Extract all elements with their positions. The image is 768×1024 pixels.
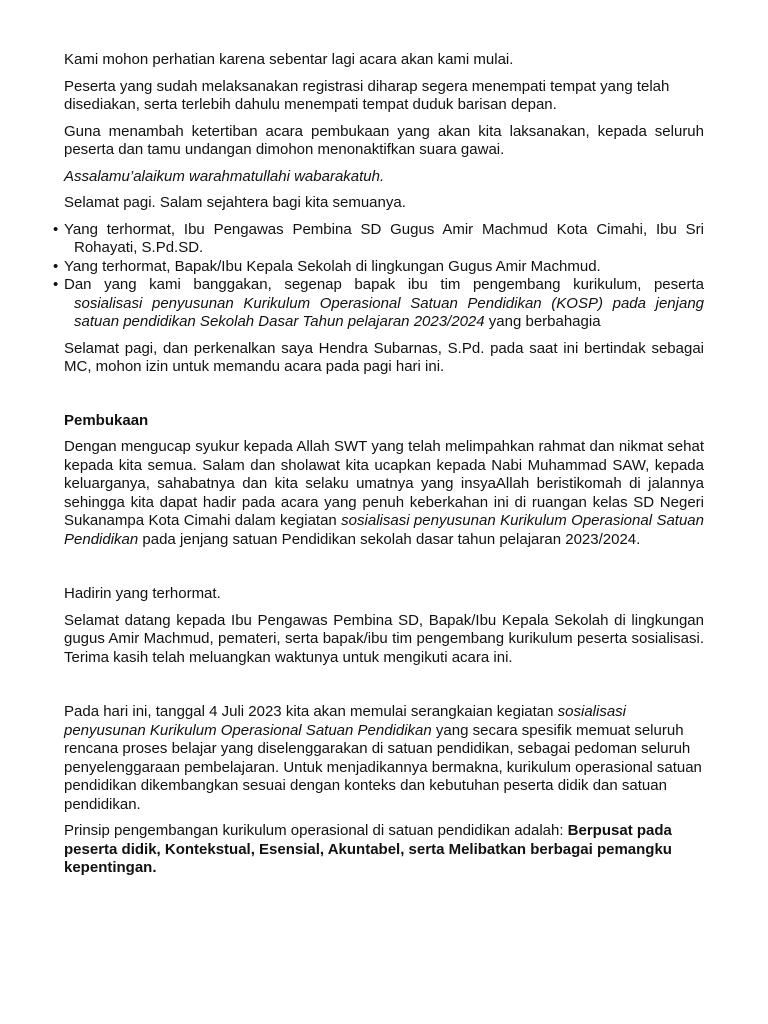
greeting-line: Selamat pagi. Salam sejahtera bagi kita semuanya.	[64, 194, 406, 211]
hadirin-paragraph: Selamat datang kepada Ibu Pengawas Pembina SD, Bapak/Ibu Kepala Sekolah di lingkungan gugus Amir Machmud, pemateri, serta bapak/ibu tim pengembang kurikulum peserta sosialisasi. Terima kasih telah meluangkan waktunya untuk mengikuti acara ini.	[64, 611, 704, 666]
intro-paragraph-2: Peserta yang sudah melaksanakan registrasi diharap segera menempati tempat yang telah disediakan, serta terlebih dahulu menempati tempat duduk barisan depan.	[64, 77, 670, 113]
list-item-continuation	[64, 295, 704, 332]
salam-text: Assalamu’alaikum warahmatullahi wabarakatuh.	[64, 167, 385, 185]
list-item-continuation: Rohayati, S.Pd.SD.	[74, 239, 204, 256]
list-item-text: Yang terhormat, Bapak/Ibu Kepala Sekolah di lingkungan Gugus Amir Machmud.	[64, 257, 601, 275]
prinsip-bold: Berpusat pada peserta didik, Kontekstual, Esensial, Akuntabel, serta Melibatkan berbagai pemangku kepentingan.	[64, 822, 672, 876]
list-item-italic: sosialisasi penyusunan Kurikulum Operasional Satuan Pendidikan (KOSP) pada jenjang satuan pendidikan Sekolah Dasar Tahun pelajaran 2023/2024	[74, 294, 704, 330]
hadirin-line: Hadirin yang terhormat.	[64, 585, 221, 602]
hari-ini-text-end: yang secara spesifik memuat seluruh rencana proses belajar yang diselenggarakan di satuan pendidikan, sebagai pedoman seluruh penyelenggaraan pembelajaran. Untuk menjadikannya bermakna, kurikulum operasional satuan pendidikan dikembangkan sesuai dengan konteks dan kebutuhan peserta didik dan satuan pendidikan.	[64, 721, 702, 813]
hari-ini-text-italic: sosialisasi penyusunan Kurikulum Operasional Satuan Pendidikan	[64, 703, 627, 739]
document-content	[53, 51, 704, 878]
bullet-icon: •	[53, 220, 59, 238]
salam-line	[64, 168, 704, 187]
mc-intro-paragraph: Selamat pagi, dan perkenalkan saya Hendra Subarnas, S.Pd. pada saat ini bertindak sebagai MC, mohon izin untuk memandu acara pada pagi hari ini.	[64, 339, 704, 375]
pembukaan-text-end: pada jenjang satuan Pendidikan sekolah dasar tahun pelajaran 2023/2024.	[138, 530, 641, 548]
list-item-tail: yang berbahagia	[484, 313, 601, 330]
prinsip-lead: Prinsip pengembangan kurikulum operasional di satuan pendidikan adalah:	[64, 822, 568, 839]
bullet-icon: •	[53, 257, 59, 275]
list-item	[53, 276, 704, 332]
list-item-text: Dan yang kami banggakan, segenap bapak ibu tim pengembang kurikulum, peserta	[64, 276, 704, 293]
pembukaan-paragraph	[64, 438, 704, 549]
intro-paragraph-1: Kami mohon perhatian karena sebentar lagi acara akan kami mulai.	[64, 51, 514, 68]
section-heading-pembukaan: Pembukaan	[64, 411, 149, 429]
bullet-icon: •	[53, 276, 59, 293]
intro-paragraph-3: Guna menambah ketertiban acara pembukaan yang akan kita laksanakan, kepada seluruh peserta dan tamu undangan dimohon menonaktifkan suara gawai.	[64, 122, 704, 158]
hari-ini-text-start: Pada hari ini, tanggal 4 Juli 2023 kita akan memulai serangkaian kegiatan	[64, 703, 558, 720]
list-item	[53, 220, 704, 258]
list-item-text: Yang terhormat, Ibu Pengawas Pembina SD Gugus Amir Machmud Kota Cimahi, Ibu Sri	[64, 220, 704, 238]
hari-ini-paragraph	[64, 703, 706, 814]
pembukaan-text-start: Dengan mengucap syukur kepada Allah SWT yang telah melimpahkan rahmat dan nikmat sehat kepada kita semua. Salam dan sholawat kita ucapkan kepada Nabi Muhammad SAW, kepada keluarganya, sahabatnya dan kita selaku umatnya yang insyaAllah beristikomah di jalannya sehingga kita dapat hadir pada acara yang penuh keberkahan ini di ruangan kelas SD Negeri Sukanampa Kota Cimahi dalam kegiatan	[64, 438, 704, 529]
pembukaan-text-italic: sosialisasi penyusunan Kurikulum Operasional Satuan Pendidikan	[64, 512, 704, 548]
list-item	[53, 257, 704, 277]
address-list	[53, 220, 704, 332]
prinsip-paragraph	[64, 822, 704, 878]
